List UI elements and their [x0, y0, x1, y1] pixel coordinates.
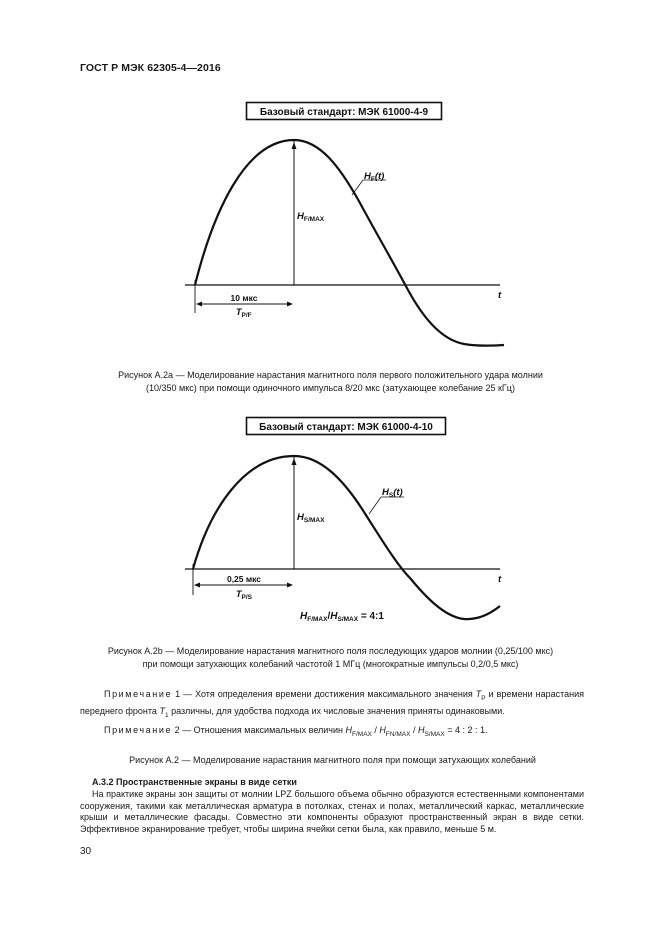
caption-a2b-line2: при помощи затухающих колебаний частотой 1 МГц (многократные импульсы 0,2/0,5 мкс) [142, 659, 519, 669]
note-2: Примечание 2 — Отношения максимальных величин $H_{F/MAX} / H_{FN/MAX} / H_{S/MAX} = 4$ : 2 : 1. [104, 725, 488, 738]
curve-label-leader-diag [369, 497, 381, 514]
front-arrow-right [287, 583, 293, 588]
caption-a2b [0, 645, 661, 671]
time-label: 10 мкс [230, 293, 258, 303]
figure-a2a [0, 95, 661, 355]
axis-t-label: t [498, 290, 502, 301]
front-arrow-right [287, 302, 293, 307]
note-1: Примечание 1 — Хотя определения времени достижения максимального значения $T_P$ и времени нарастания переднего фронта $T_1$ различны, для удобства подхода их числовые значения приняты одинаковыми. [80, 689, 584, 719]
caption-a2a [0, 369, 661, 395]
peak-arrow [292, 458, 297, 465]
axis-t-label: t [498, 574, 502, 585]
figure-a2a-diagram [0, 95, 661, 355]
caption-a2a-line2: (10/350 мкс) при помощи одиночного импульса 8/20 мкс (затухающее колебание 25 кГц) [146, 383, 515, 393]
section-heading: А.3.2 Пространственные экраны в виде сетки [92, 777, 297, 787]
figure-a2b-diagram [0, 410, 661, 635]
standard-label: Базовый стандарт: МЭК 61000-4-9 [259, 107, 429, 118]
front-label: $T_{P/F}$ [236, 307, 252, 319]
front-label: $T_{P/S}$ [236, 589, 252, 601]
figure-a2-caption: Рисунок А.2 — Моделирование нарастания магнитного поля при помощи затухающих колебаний [129, 755, 536, 765]
peak-label: $H_{S/MAX}$ [297, 512, 325, 524]
curve-label: $H_S(t)$ [382, 487, 403, 499]
peak-arrow [292, 142, 297, 149]
ratio-label: $H_{F/MAX}/H_{S/MAX}$ = 4:1 [300, 611, 384, 623]
time-label: 0,25 мкс [226, 574, 262, 584]
section-paragraph: На практике экраны зон защиты от молнии LPZ большого объема обычно образуются естественными компонентами сооружения, такими как металлическая арматура в потолках, стенах и полах, металлический каркас, металлические крыши и металлические фасады. Совместно эти компоненты образуют пространственный экран в виде сетки. Эффективное экранирование требует, чтобы ширина ячейки сетки была, как правило, меньше 5 м. [80, 789, 584, 834]
document-id: ГОСТ Р МЭК 62305-4—2016 [80, 62, 221, 74]
curve-label: $H_F(t)$ [364, 171, 385, 183]
caption-a2a-line1: Рисунок А.2а — Моделирование нарастания магнитного поля первого положительного удара молнии [118, 370, 543, 380]
page-number: 30 [80, 846, 92, 857]
front-arrow-left [194, 583, 200, 588]
standard-label: Базовый стандарт: МЭК 61000-4-10 [259, 422, 433, 433]
caption-a2b-line1: Рисунок А.2b — Моделирование нарастания магнитного поля последующих ударов молнии (0,25/100 мкс) [107, 646, 554, 656]
front-arrow-left [196, 302, 202, 307]
peak-label: $H_{F/MAX}$ [297, 211, 325, 223]
figure-a2b [0, 410, 661, 635]
curve-label-leader-diag [352, 180, 363, 195]
